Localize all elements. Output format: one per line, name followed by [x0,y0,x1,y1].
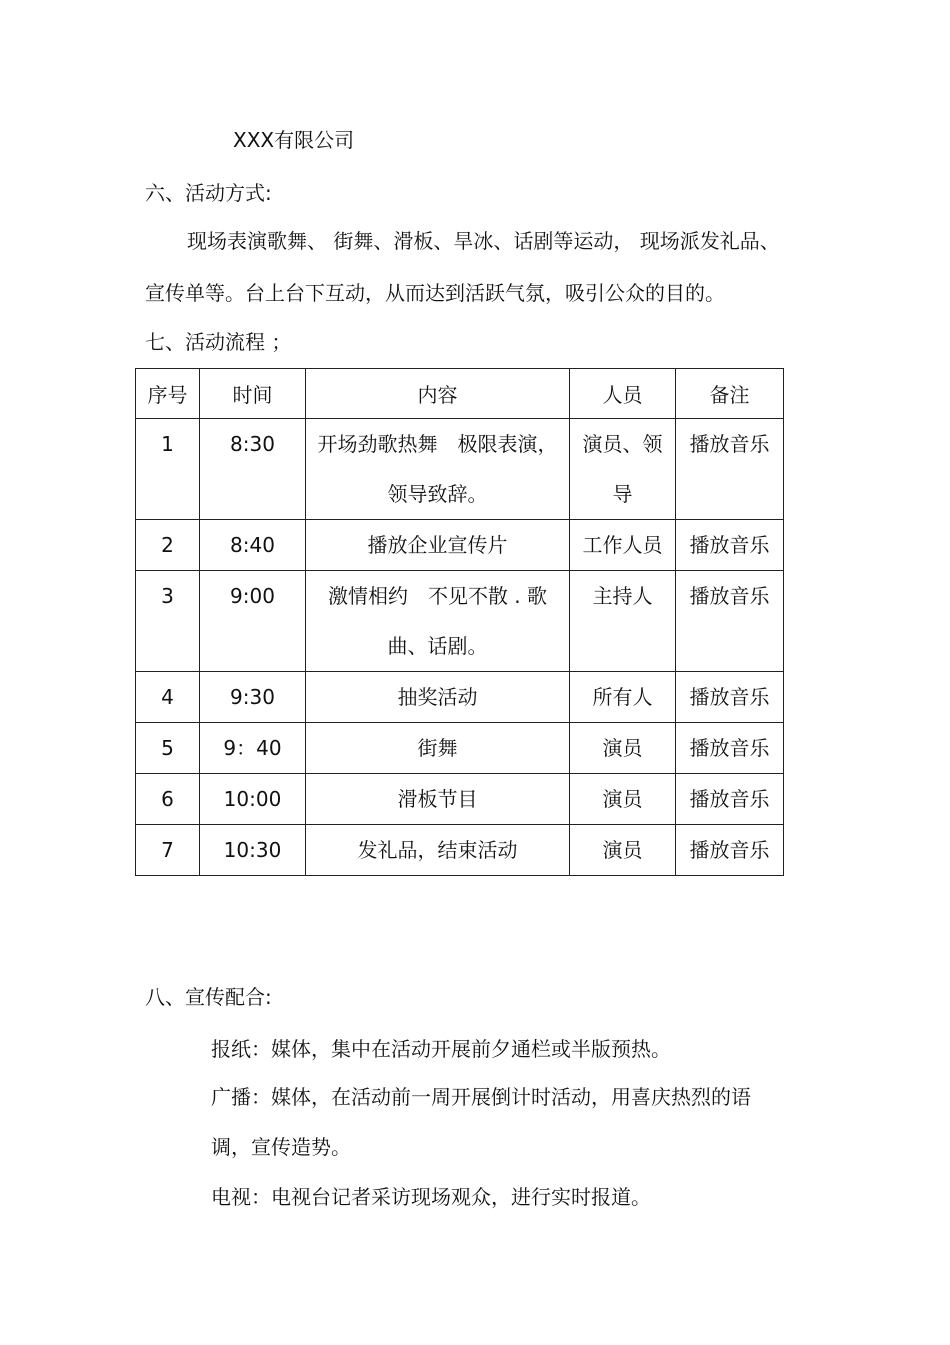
newspaper-paragraph: 报纸：媒体，集中在活动开展前夕通栏或半版预热。 [211,1037,671,1061]
table-row [136,723,784,774]
cell-note: 播放音乐 [676,672,784,723]
tv-paragraph: 电视：电视台记者采访现场观众，进行实时报道。 [211,1185,651,1209]
cell-no: 3 [136,571,200,672]
header-staff: 人员 [570,369,676,419]
cell-content: 抽奖活动 [306,672,570,723]
table-row [136,419,784,520]
section6-heading: 六、活动方式: [145,181,272,205]
cell-staff: 演员 [570,825,676,876]
cell-staff: 所有人 [570,672,676,723]
cell-time: 9：40 [200,723,306,774]
cell-note: 播放音乐 [676,419,784,520]
table-row [136,672,784,723]
header-content: 内容 [306,369,570,419]
cell-note: 播放音乐 [676,723,784,774]
cell-note: 播放音乐 [676,520,784,571]
cell-staff: 演员 [570,774,676,825]
cell-time: 8:40 [200,520,306,571]
cell-time: 9:00 [200,571,306,672]
cell-content: 街舞 [306,723,570,774]
header-no: 序号 [136,369,200,419]
cell-time: 10:30 [200,825,306,876]
radio-paragraph-line2: 调，宣传造势。 [211,1135,351,1159]
table-row [136,520,784,571]
table-row [136,774,784,825]
section8-heading: 八、宣传配合: [145,985,272,1009]
header-time: 时间 [200,369,306,419]
table-header-row [136,369,784,419]
cell-time: 10:00 [200,774,306,825]
section7-heading: 七、活动流程 ； [145,330,292,354]
cell-note: 播放音乐 [676,571,784,672]
cell-staff: 主持人 [570,571,676,672]
cell-no: 2 [136,520,200,571]
cell-no: 1 [136,419,200,520]
cell-staff: 演员、领导 [570,419,676,520]
section6-paragraph-line2: 宣传单等。台上台下互动，从而达到活跃气氛，吸引公众的目的。 [145,281,725,305]
cell-note: 播放音乐 [676,825,784,876]
cell-staff: 演员 [570,723,676,774]
cell-note: 播放音乐 [676,774,784,825]
cell-no: 4 [136,672,200,723]
cell-no: 7 [136,825,200,876]
cell-time: 8:30 [200,419,306,520]
cell-content: 播放企业宣传片 [306,520,570,571]
schedule-table [135,368,784,876]
cell-content: 开场劲歌热舞 极限表演，领导致辞。 [306,419,570,520]
header-note: 备注 [676,369,784,419]
cell-no: 5 [136,723,200,774]
company-name: XXX有限公司 [233,128,355,152]
cell-time: 9:30 [200,672,306,723]
table-row [136,571,784,672]
cell-content: 发礼品，结束活动 [306,825,570,876]
radio-paragraph-line1: 广播：媒体，在活动前一周开展倒计时活动，用喜庆热烈的语 [211,1085,751,1109]
table-row [136,825,784,876]
cell-content: 激情相约 不见不散 . 歌曲、话剧。 [306,571,570,672]
cell-no: 6 [136,774,200,825]
section6-paragraph-line1: 现场表演歌舞、 街舞、滑板、旱冰、话剧等运动， 现场派发礼品、 [187,229,780,253]
cell-content: 滑板节目 [306,774,570,825]
cell-staff: 工作人员 [570,520,676,571]
